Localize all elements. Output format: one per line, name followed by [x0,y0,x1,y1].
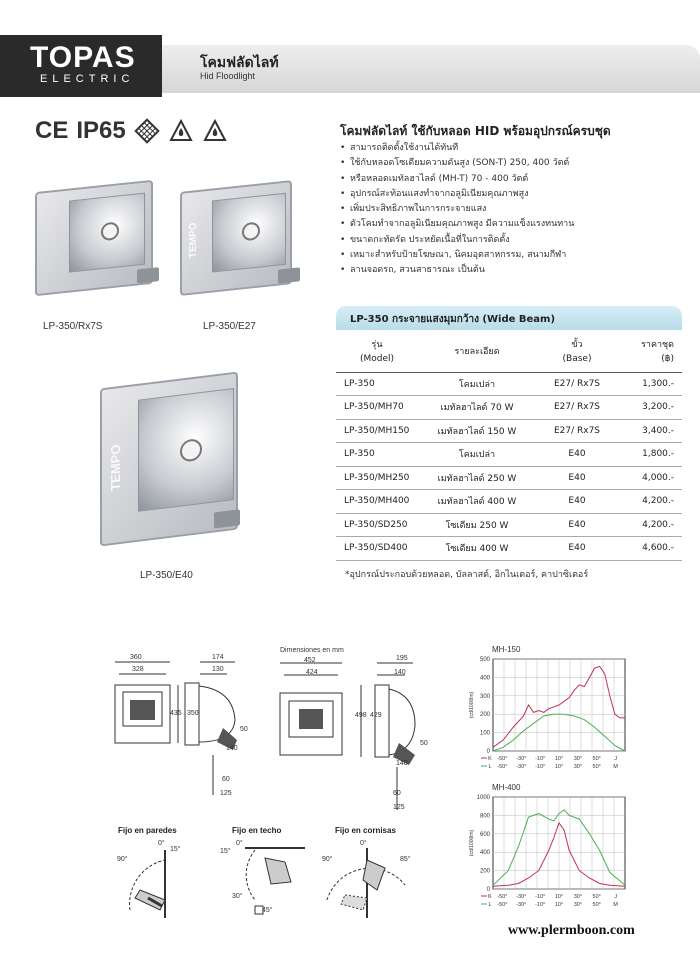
x-tick-label: 10° [554,756,564,762]
wall-mount-diagram [110,840,205,920]
product-label: LP-350/E27 [203,321,256,332]
mount-label: Fijo en paredes [118,826,177,835]
x-tick-label: -50° [497,764,508,770]
x-tick-label: -30° [516,756,527,762]
cell-detail: โคมเปล่า [418,443,536,467]
x-tick-label: 30° [573,902,583,908]
cell-price: 3,200.- [618,396,682,420]
product-image-e40 [100,372,238,547]
x-tick-label: J [614,894,617,900]
header-th: รุ่น [371,339,383,350]
table-row [336,513,682,537]
column-header-base [536,332,618,372]
angle-label: 30° [232,893,243,900]
table-title: LP-350 กระจายแสงมุมกว้าง (Wide Beam) [336,306,682,330]
angle-label: 0° [158,840,165,847]
x-tick-label: 10° [554,764,564,770]
x-tick-label: -50° [497,756,508,762]
page-title: โคมฟลัดไลท์ [200,55,279,71]
table-row [336,490,682,514]
x-tick-label: -50° [497,902,508,908]
x-tick-label: -10° [535,764,546,770]
header-en: (฿) [661,353,674,364]
cell-base: E27/ Rx7S [536,419,618,443]
y-tick-label: 500 [479,657,490,663]
mount-label: Fijo en cornisas [335,826,396,835]
cell-model: LP-350/SD250 [336,513,418,537]
cell-detail: เมทัลฮาไลด์ 400 W [418,490,536,514]
product-image-e27 [180,180,292,296]
cell-detail: โซเดียม 400 W [418,537,536,561]
header-en: (Model) [359,353,395,364]
photometric-chart-mh150 [465,655,630,777]
dimension-label: 360 [130,654,142,661]
angle-label: 45° [262,907,273,914]
cell-detail: เมทัลฮาไลด์ 70 W [418,396,536,420]
header-en: (Base) [562,353,592,364]
price-table [336,332,682,561]
dimension-label: 424 [306,669,318,676]
brand-name: TOPAS [30,41,136,74]
x-tick-label: 10° [554,902,564,908]
brand-sub: ELECTRIC [40,73,135,85]
x-tick-label: 10° [554,894,564,900]
cell-model: LP-350/MH400 [336,490,418,514]
cell-detail: เมทัลฮาไลด์ 250 W [418,466,536,490]
x-tick-label: 30° [573,764,583,770]
feature-item: • สามารถติดตั้งใช้งานได้ทันที [340,141,685,156]
header-th: รายละเอียด [454,346,500,357]
dimension-label: 50 [240,726,248,733]
feature-item: • เพิ่มประสิทธิภาพในการกระจายแสง [340,202,685,217]
feature-item: • ตัวโคมทำจากอลูมิเนียมคุณภาพสูง มีความแข็งแรงทนทาน [340,217,685,232]
table-row [336,443,682,467]
dimension-label: 60 [222,776,230,783]
chart-title: MH-150 [492,645,521,654]
dimension-drawing-right [275,655,445,815]
chart-title: MH-400 [492,783,521,792]
lamp-brand: TEMPO [188,221,199,259]
angle-label: 15° [170,846,181,853]
cell-model: LP-350 [336,372,418,396]
cell-base: E27/ Rx7S [536,372,618,396]
website-url: www.plermboon.com [508,923,635,938]
cell-base: E40 [536,537,618,561]
x-tick-label: J [614,756,617,762]
dimension-label: 195 [396,655,408,662]
table-footnote: *อุปกรณ์ประกอบด้วยหลอด, บัลลาสต์, อิกไนเตอร์, คาปาซิเตอร์ [345,570,589,580]
x-tick-label: -10° [535,894,546,900]
y-tick-label: 0 [486,749,490,755]
x-tick-label: -30° [516,764,527,770]
dimension-label: 435 [170,710,182,717]
table-row [336,537,682,561]
cell-model: LP-350/MH150 [336,419,418,443]
cornice-mount-diagram [315,840,420,920]
cell-detail: โซเดียม 250 W [418,513,536,537]
x-tick-label: L [488,764,492,770]
angle-label: 90° [117,856,128,863]
x-tick-label: 50° [592,894,601,900]
column-header-detail [418,332,536,372]
x-tick-label: 30° [573,894,583,900]
dimension-label: 429 [370,712,382,719]
page-subtitle: Hid Floodlight [200,71,256,81]
dimension-label: 174 [212,654,224,661]
x-tick-label: 30° [573,756,583,762]
angle-label: 90° [322,856,333,863]
feature-item: • ใช้กับหลอดโซเดียมความดันสูง (SON-T) 250, 400 วัตต์ [340,156,685,171]
x-tick-label: -30° [516,894,527,900]
x-tick-label: -30° [516,902,527,908]
x-tick-label: -10° [535,756,546,762]
cell-model: LP-350/MH250 [336,466,418,490]
dimension-label: 328 [132,666,144,673]
diamond-mesh-icon [134,118,160,144]
drop-protection-icon [168,118,194,144]
feature-item: • หรือหลอดเมทัลฮาไลด์ (MH-T) 70 - 400 วัตต์ [340,172,685,187]
feature-item: • ขนาดกะทัดรัด ประหยัดเนื้อที่ในการติดตั้ง [340,233,685,248]
cell-price: 4,200.- [618,490,682,514]
angle-label: 15° [220,848,231,855]
header-th: ราคาชุด [641,339,674,350]
y-tick-label: 100 [479,730,490,737]
product-label: LP-350/E40 [140,570,193,581]
table-row [336,466,682,490]
dimension-label: 140 [396,760,408,767]
x-tick-label: K [488,894,492,900]
table-row [336,372,682,396]
cell-base: E40 [536,443,618,467]
cell-model: LP-350/SD400 [336,537,418,561]
table-header-row [336,332,682,372]
cell-price: 1,300.- [618,372,682,396]
dimension-label: 130 [212,666,224,673]
x-tick-label: 50° [592,902,601,908]
product-label: LP-350/Rx7S [43,321,103,332]
dimension-label: 50 [420,740,428,747]
angle-label: 0° [360,840,367,847]
ip-rating: IP65 [76,117,126,144]
feature-item: • ลานจอดรถ, สวนสาธารณะ เป็นต้น [340,263,685,278]
x-tick-label: M [613,902,618,908]
dimension-label: 498 [355,712,367,719]
column-header-price [618,332,682,372]
cell-price: 1,800.- [618,443,682,467]
cell-base: E40 [536,490,618,514]
product-image-rx7s [35,180,153,296]
y-tick-label: 1000 [476,795,490,801]
feature-item: • อุปกรณ์สะท้อนแสงทำจากอลูมิเนียมคุณภาพสูง [340,187,685,202]
y-axis-label: (cd/1000lm) [469,829,475,857]
dimension-label: 140 [394,669,406,676]
x-tick-label: -50° [497,894,508,900]
x-tick-label: -10° [535,902,546,908]
x-tick-label: M [613,764,618,770]
header-th: ขั้ว [571,339,583,350]
angle-label: 0° [236,840,243,847]
x-tick-label: 50° [592,756,601,762]
feature-list [340,141,685,279]
table-row [336,419,682,443]
dimension-label: 125 [220,790,232,797]
lamp-brand: TEMPO [108,443,123,492]
y-tick-label: 200 [479,868,490,875]
description-title: โคมฟลัดไลท์ ใช้กับหลอด HID พร้อมอุปกรณ์ครบชุด [340,124,611,138]
cell-base: E27/ Rx7S [536,396,618,420]
dimension-label: 350 [187,710,199,717]
dimension-label: 60 [393,790,401,797]
dimensions-note: Dimensiones en mm [280,647,344,654]
y-tick-label: 600 [479,831,490,838]
y-tick-label: 300 [479,693,490,700]
cell-base: E40 [536,513,618,537]
cell-detail: โคมเปล่า [418,372,536,396]
x-tick-label: L [488,902,492,908]
brand-logo [0,35,162,97]
cell-price: 4,600.- [618,537,682,561]
drop-protection-icon [202,118,228,144]
feature-item: • เหมาะสำหรับป้ายโฆษณา, นิคมอุตสาหกรรม, สนามกีฬา [340,248,685,263]
mount-label: Fijo en techo [232,826,282,835]
x-tick-label: 50° [592,764,601,770]
cell-base: E40 [536,466,618,490]
y-tick-label: 400 [479,675,490,682]
column-header-model [336,332,418,372]
dimension-label: 452 [304,657,316,664]
dimension-drawing-left [105,650,275,800]
cell-model: LP-350 [336,443,418,467]
x-tick-label: K [488,756,492,762]
y-tick-label: 400 [479,850,490,857]
y-tick-label: 800 [479,813,490,820]
cell-detail: เมทัลฮาไลด์ 150 W [418,419,536,443]
photometric-chart-mh400 [465,793,630,915]
cert-row [35,117,228,145]
table-row [336,396,682,420]
cell-price: 3,400.- [618,419,682,443]
cell-price: 4,200.- [618,513,682,537]
cell-model: LP-350/MH70 [336,396,418,420]
ce-mark: CE [35,117,69,144]
angle-label: 85° [400,856,411,863]
dimension-label: 125 [393,804,405,811]
cell-price: 4,000.- [618,466,682,490]
y-tick-label: 0 [486,887,490,893]
y-axis-label: (cd/1000lm) [469,691,475,719]
y-tick-label: 200 [479,712,490,719]
dimension-label: 140 [226,745,238,752]
